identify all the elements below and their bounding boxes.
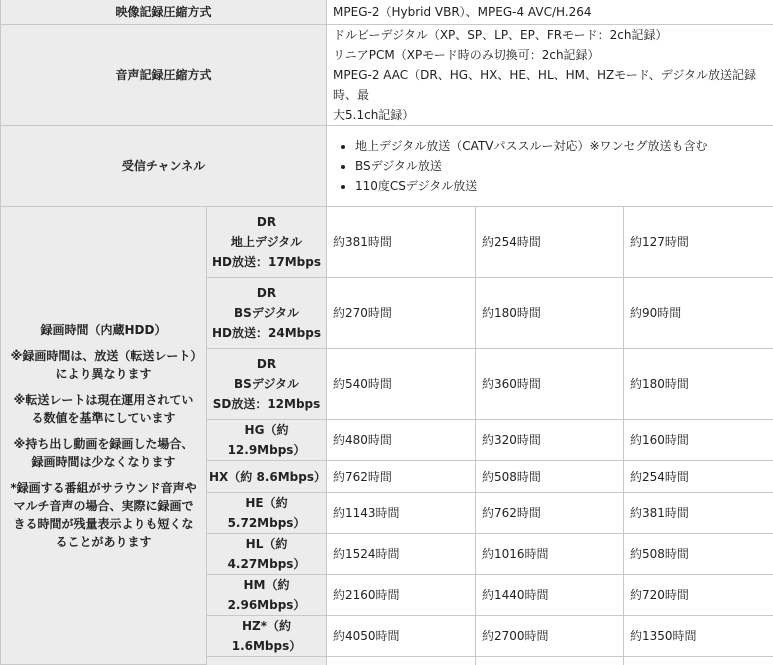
row-video-compression	[1, 0, 773, 25]
mode-value: 約508時間	[476, 461, 624, 493]
mode-value: 約508時間	[624, 534, 773, 575]
mode-label: HZ*（約 1.6Mbps）	[207, 616, 327, 657]
mode-value: 約762時間	[327, 461, 476, 493]
recording-time-title: 録画時間（内蔵HDD）	[9, 321, 198, 339]
mode-value: 約1143時間	[327, 493, 476, 534]
audio-line: MPEG-2 AAC（DR、HG、HX、HE、HL、HM、HZモード、デジタル放送記録時、最	[333, 65, 767, 105]
mode-label: HG（約12.9Mbps）	[207, 420, 327, 461]
row-channels	[1, 126, 773, 207]
mode-value: 約381時間	[624, 493, 773, 534]
recording-note: *録画する番組がサラウンド音声やマルチ音声の場合、実際に録画できる時間が残量表示よりも短くなることがあります	[9, 479, 198, 551]
mode-label: HE（約 5.72Mbps）	[207, 493, 327, 534]
mode-value-partial	[476, 657, 624, 665]
mode-value: 約180時間	[476, 278, 624, 349]
mode-value-partial	[624, 657, 773, 665]
channel-item: • 地上デジタル放送（CATVパススルー対応）※ワンセグ放送も含む	[355, 136, 767, 156]
mode-value: 約160時間	[624, 420, 773, 461]
mode-label: DR BSデジタル SD放送：12Mbps	[207, 349, 327, 420]
mode-label-partial	[207, 657, 327, 665]
row-audio-compression	[1, 25, 773, 126]
audio-line: ドルビーデジタル（XP、SP、LP、EP、FRモード：2ch記録）	[333, 25, 767, 45]
channel-item: • BSデジタル放送	[355, 156, 767, 176]
mode-value: 約2160時間	[327, 575, 476, 616]
value-audio-compression	[327, 25, 773, 126]
mode-value-partial	[327, 657, 476, 665]
mode-label: HM（約 2.96Mbps）	[207, 575, 327, 616]
mode-value: 約2700時間	[476, 616, 624, 657]
mode-value: 約180時間	[624, 349, 773, 420]
recording-note: ※転送レートは現在運用されている数値を基準にしています	[9, 391, 198, 427]
mode-value: 約762時間	[476, 493, 624, 534]
mode-value: 約320時間	[476, 420, 624, 461]
audio-line: リニアPCM（XPモード時のみ切換可：2ch記録）	[333, 45, 767, 65]
mode-value: 約540時間	[327, 349, 476, 420]
mode-value: 約270時間	[327, 278, 476, 349]
mode-value: 約1016時間	[476, 534, 624, 575]
mode-value: 約1524時間	[327, 534, 476, 575]
mode-value: 約254時間	[624, 461, 773, 493]
mode-value: 約1350時間	[624, 616, 773, 657]
mode-label: HL（約 4.27Mbps）	[207, 534, 327, 575]
label-channels: 受信チャンネル	[1, 126, 327, 207]
mode-value: 約360時間	[476, 349, 624, 420]
value-video-compression: MPEG-2（Hybrid VBR）、MPEG-4 AVC/H.264	[327, 0, 773, 25]
mode-value: 約480時間	[327, 420, 476, 461]
mode-value: 約90時間	[624, 278, 773, 349]
mode-value: 約254時間	[476, 207, 624, 278]
audio-line: 大5.1ch記録）	[333, 105, 767, 125]
mode-value: 約1440時間	[476, 575, 624, 616]
label-video-compression: 映像記録圧縮方式	[1, 0, 327, 25]
recording-note: ※持ち出し動画を録画した場合、録画時間は少なくなります	[9, 435, 198, 471]
mode-value: 約4050時間	[327, 616, 476, 657]
channel-list	[333, 136, 767, 196]
value-channels	[327, 126, 773, 207]
mode-label: DR BSデジタル HD放送：24Mbps	[207, 278, 327, 349]
table-row	[1, 207, 773, 278]
mode-value: 約127時間	[624, 207, 773, 278]
recording-time-notes	[1, 207, 207, 665]
channel-item: • 110度CSデジタル放送	[355, 176, 767, 196]
mode-label: DR 地上デジタル HD放送：17Mbps	[207, 207, 327, 278]
mode-label: HX（約 8.6Mbps）	[207, 461, 327, 493]
recording-note: ※録画時間は、放送（転送レート）により異なります	[9, 347, 198, 383]
mode-value: 約720時間	[624, 575, 773, 616]
mode-value: 約381時間	[327, 207, 476, 278]
label-audio-compression: 音声記録圧縮方式	[1, 25, 327, 126]
